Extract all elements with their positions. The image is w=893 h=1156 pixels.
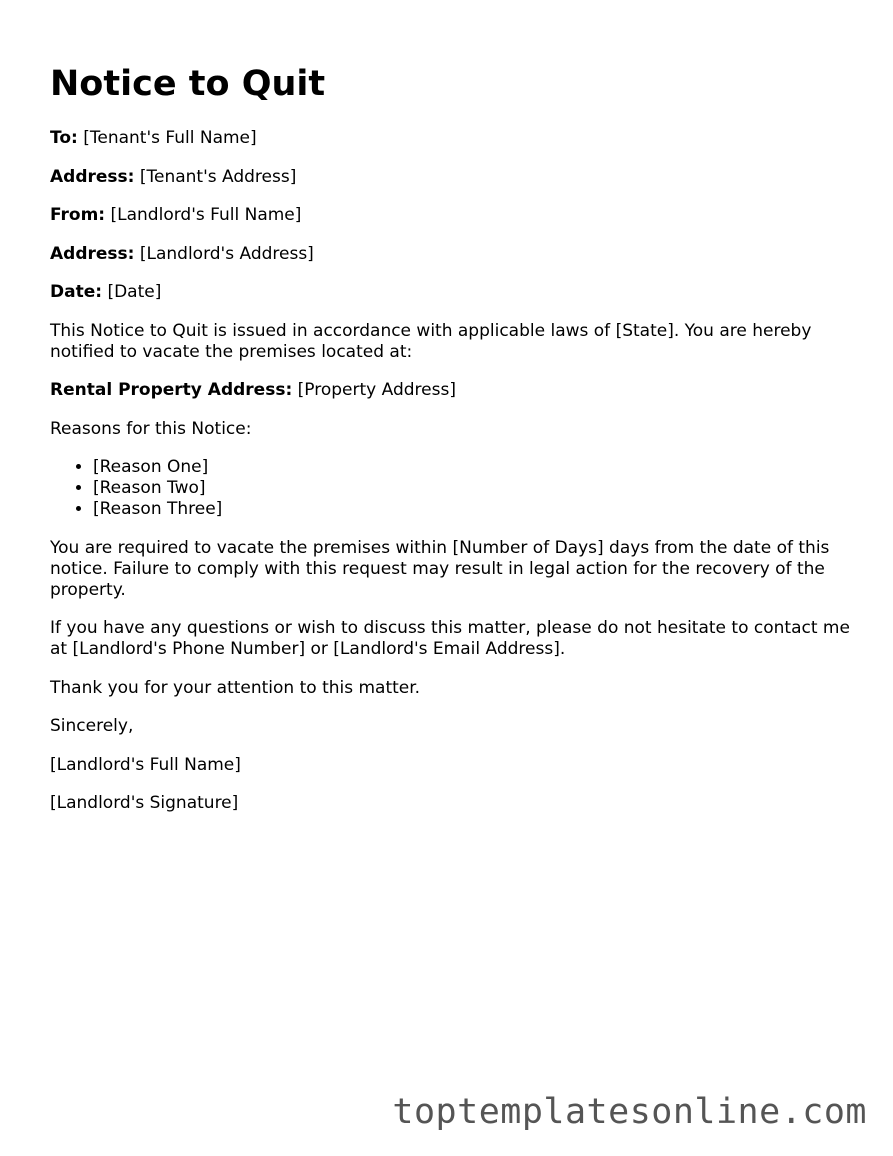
landlord-address-line [50,244,850,265]
date-value: [Date] [107,282,162,302]
watermark: toptemplatesonline.com [392,1092,867,1132]
tenant-address-value: [Tenant's Address] [139,166,297,187]
closing-line: Sincerely, [50,716,134,736]
landlord-address-value: [Landlord's Address] [139,243,314,264]
thanks-paragraph: Thank you for your attention to this matter. [50,677,421,698]
document-title: Notice to Quit [50,64,326,104]
signature-line: [Landlord's Signature] [50,793,239,813]
tenant-address-line [50,167,850,188]
date-line [50,282,850,303]
to-line [50,128,850,149]
to-value: [Tenant's Full Name] [83,128,257,148]
list-item: • [Reason One] [93,457,850,478]
list-item: • [Reason Three] [93,499,850,520]
reasons-heading: Reasons for this Notice: [50,418,252,439]
intro-paragraph: This Notice to Quit is issued in accordance with applicable laws of [State]. You are hereby notified to vacate the premises located at: [50,320,812,362]
requirement-paragraph: You are required to vacate the premises within [Number of Days] days from the date of this notice. Failure to comply with this request may result in legal action for the recovery of the property. [50,537,830,600]
date-label: Date: [50,282,103,302]
document-body [50,128,850,832]
reasons-list [50,457,850,520]
from-label: From: [50,205,106,225]
property-value: [Property Address] [297,380,456,400]
property-label: Rental Property Address: [50,380,293,400]
to-label: To: [50,128,78,148]
landlord-address-label: Address: [50,243,135,264]
signer-name: [Landlord's Full Name] [50,754,241,775]
property-line [50,380,850,401]
tenant-address-label: Address: [50,166,135,187]
from-line [50,205,850,226]
list-item: • [Reason Two] [93,478,850,499]
contact-paragraph: If you have any questions or wish to discuss this matter, please do not hesitate to contact me at [Landlord's Phone Number] or [Landlord's Email Address]. [50,618,850,659]
from-value: [Landlord's Full Name] [110,205,302,225]
